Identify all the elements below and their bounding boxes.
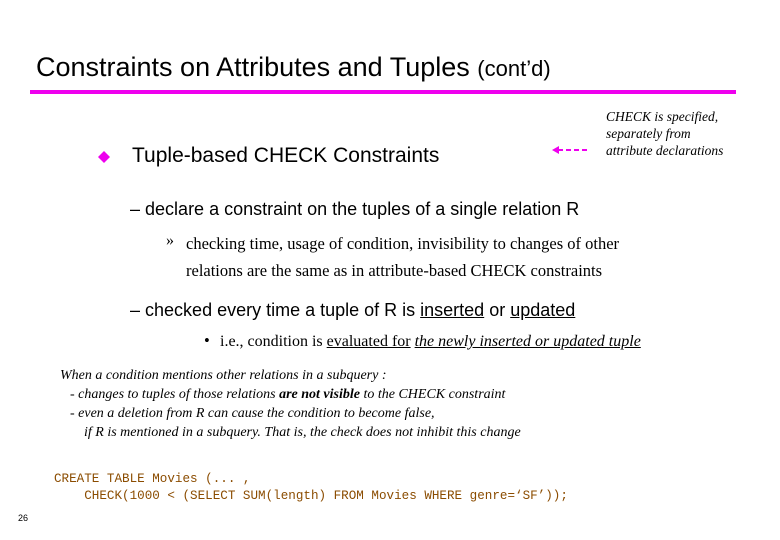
side-note — [606, 108, 723, 159]
subquery-item — [60, 385, 521, 404]
ie-prefix: i.e., condition is — [220, 333, 327, 350]
raquo-marker: » — [166, 232, 174, 249]
sub-bullet-declare — [130, 199, 579, 220]
dashed-left-arrow-icon — [552, 143, 590, 157]
sql-code-block — [54, 471, 568, 505]
inserted-underlined: inserted — [420, 300, 485, 320]
subquery-intro: When a condition mentions other relations in a subquery : — [60, 368, 387, 383]
sub-bullet-text: declare a constraint on the tuples of a single relation R — [145, 199, 580, 219]
or-text: or — [484, 300, 511, 320]
slide-title-cont: (cont’d) — [477, 56, 551, 81]
not-visible-bold: are not visible — [279, 387, 360, 402]
slide-title-main: Constraints on Attributes and Tuples — [36, 52, 470, 82]
slide-title — [36, 52, 551, 83]
dash-marker: – — [130, 300, 141, 320]
evaluated-for-underlined: evaluated for — [326, 333, 411, 350]
subquery-note — [60, 366, 521, 442]
subquery-item-text: to the CHECK constraint — [359, 387, 506, 402]
side-note-line: attribute declarations — [606, 143, 724, 158]
subquery-item-text: - changes to tuples of those relations — [70, 387, 280, 402]
subquery-item-continuation: if R is mentioned in a subquery. That is, the check does not inhibit this change — [84, 425, 521, 440]
checking-time-line: relations are the same as in attribute-based CHECK constraints — [186, 261, 603, 280]
checking-time-text — [186, 230, 619, 284]
side-note-line: CHECK is specified, — [606, 109, 719, 124]
subquery-item: - even a deletion from R can cause the condition to become false, — [70, 406, 435, 421]
dash-marker: – — [130, 199, 141, 219]
sub-bullet-text: checked every time a tuple of R is — [145, 300, 421, 320]
code-line: CHECK(1000 < (SELECT SUM(length) FROM Movies WHERE genre=‘SF’)); — [54, 489, 568, 503]
code-line: CREATE TABLE Movies (... , — [54, 472, 251, 486]
dot-bullet-icon: • — [204, 331, 210, 350]
sub-bullet-checked — [130, 300, 575, 321]
newly-inserted-tuple-text: the newly inserted or updated tuple — [414, 333, 641, 350]
diamond-bullet-icon — [98, 151, 110, 163]
page-number: 26 — [18, 513, 29, 523]
ie-condition-text — [220, 333, 641, 351]
side-note-line: separately from — [606, 126, 691, 141]
tuple-check-heading: Tuple-based CHECK Constraints — [132, 144, 440, 167]
title-underline-rule — [30, 90, 736, 94]
checking-time-line: checking time, usage of condition, invisibility to changes of other — [186, 234, 620, 253]
updated-underlined: updated — [510, 300, 576, 320]
